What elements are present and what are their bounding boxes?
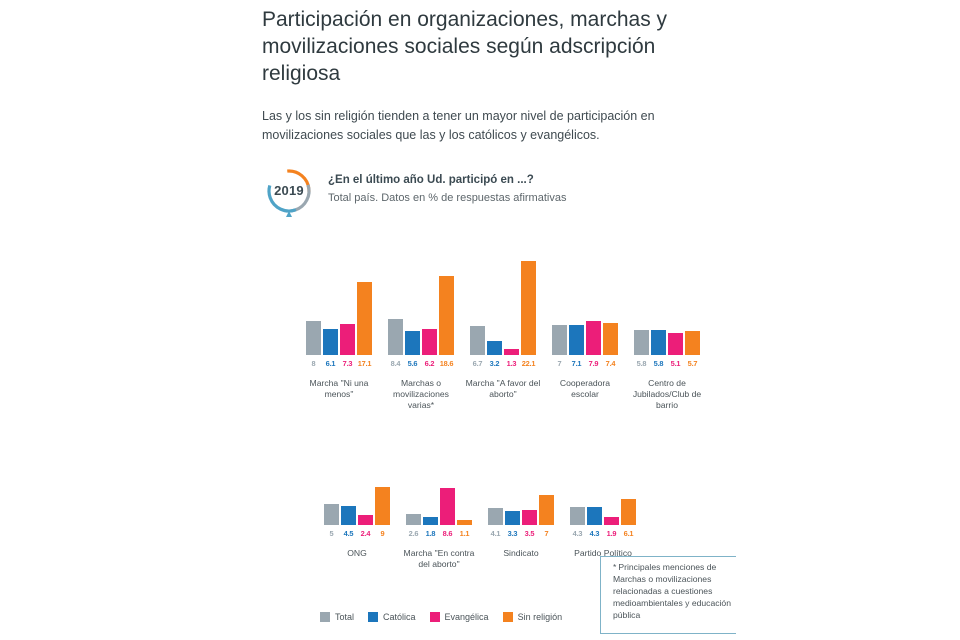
value-evangelica: 2.4 xyxy=(360,529,371,538)
question-sub: Total país. Datos en % de respuestas afirmativas xyxy=(328,192,567,204)
value-catolica: 5.6 xyxy=(407,359,418,368)
bar-catolica xyxy=(651,330,666,355)
value-evangelica: 5.1 xyxy=(670,359,681,368)
bar-evangelica xyxy=(668,333,683,355)
bar-sin-religion xyxy=(603,323,618,355)
value-catolica: 4.3 xyxy=(589,529,600,538)
value-total: 5 xyxy=(329,529,334,538)
bar-total xyxy=(470,326,485,355)
value-sin-religion: 18.6 xyxy=(439,359,454,368)
value-labels xyxy=(552,359,618,368)
bar-catolica xyxy=(505,511,520,525)
bar-group-6 xyxy=(400,425,478,570)
footnote-text: Principales menciones de Marchas o movilizaciones relacionadas a cuestiones medioambientales y educación pública xyxy=(613,562,731,620)
bar-catolica xyxy=(323,329,338,355)
chart-area xyxy=(300,255,760,570)
value-sin-religion: 9 xyxy=(380,529,385,538)
year-label: 2019 xyxy=(274,183,304,198)
value-sin-religion: 7 xyxy=(544,529,549,538)
page-subtitle: Las y los sin religión tienden a tener un mayor nivel de participación en movilizaciones sociales que las y los católicos y evangélicos. xyxy=(262,109,655,142)
legend-swatch-evangelica xyxy=(430,612,440,622)
group-label: Marcha "A favor del aborto" xyxy=(465,378,541,399)
group-label: Sindicato xyxy=(503,548,539,558)
legend-swatch-sin-religion xyxy=(503,612,513,622)
question-block xyxy=(262,165,566,219)
value-catolica: 3.2 xyxy=(489,359,500,368)
value-total: 8.4 xyxy=(390,359,401,368)
bar-evangelica xyxy=(340,324,355,355)
bar-group-4 xyxy=(628,255,706,411)
bars xyxy=(470,255,536,355)
value-sin-religion: 22.1 xyxy=(521,359,536,368)
value-evangelica: 7.9 xyxy=(588,359,599,368)
bar-sin-religion xyxy=(375,487,390,525)
value-evangelica: 8.6 xyxy=(442,529,453,538)
bar-group-7 xyxy=(482,425,560,559)
bar-evangelica xyxy=(504,349,519,355)
bar-catolica xyxy=(405,331,420,355)
value-labels xyxy=(634,359,700,368)
bar-total xyxy=(406,514,421,525)
bar-total xyxy=(634,330,649,355)
bar-group-3 xyxy=(546,255,624,400)
group-label: Marchas o movilizaciones varias* xyxy=(393,378,449,410)
bar-evangelica xyxy=(358,515,373,525)
bars xyxy=(306,255,372,355)
value-total: 7 xyxy=(557,359,562,368)
bar-total xyxy=(552,325,567,355)
legend xyxy=(320,612,562,622)
bar-sin-religion xyxy=(621,499,636,525)
value-catolica: 1.8 xyxy=(425,529,436,538)
bar-evangelica xyxy=(522,510,537,525)
value-labels xyxy=(570,529,636,538)
bar-evangelica xyxy=(440,488,455,525)
value-evangelica: 3.5 xyxy=(524,529,535,538)
bar-catolica xyxy=(587,507,602,525)
value-catolica: 6.1 xyxy=(325,359,336,368)
bar-catolica xyxy=(423,517,438,525)
bar-catolica xyxy=(569,325,584,355)
value-sin-religion: 7.4 xyxy=(605,359,616,368)
bar-group-5 xyxy=(318,425,396,559)
value-labels xyxy=(324,529,390,538)
bars xyxy=(406,425,472,525)
bar-catolica xyxy=(341,506,356,525)
value-labels xyxy=(470,359,536,368)
value-catolica: 5.8 xyxy=(653,359,664,368)
value-labels xyxy=(488,529,554,538)
value-catolica: 4.5 xyxy=(343,529,354,538)
bars xyxy=(634,255,700,355)
bar-total xyxy=(388,319,403,355)
legend-label-catolica: Católica xyxy=(383,612,416,622)
legend-label-evangelica: Evangélica xyxy=(444,612,489,622)
bars xyxy=(570,425,636,525)
footnote xyxy=(600,556,736,634)
value-total: 6.7 xyxy=(472,359,483,368)
bar-total xyxy=(488,508,503,525)
bar-total xyxy=(324,504,339,525)
legend-swatch-catolica xyxy=(368,612,378,622)
bar-sin-religion xyxy=(539,495,554,525)
value-catolica: 3.3 xyxy=(507,529,518,538)
value-labels xyxy=(406,529,472,538)
group-label: ONG xyxy=(347,548,367,558)
header xyxy=(262,6,732,145)
value-evangelica: 7.3 xyxy=(342,359,353,368)
footnote-star: * xyxy=(613,562,617,572)
bar-sin-religion xyxy=(685,331,700,355)
value-total: 2.6 xyxy=(408,529,419,538)
bars xyxy=(552,255,618,355)
value-evangelica: 1.3 xyxy=(506,359,517,368)
bar-group-2 xyxy=(464,255,542,400)
group-label: Marcha "En contra del aborto" xyxy=(403,548,475,569)
value-total: 4.3 xyxy=(572,529,583,538)
bar-group-8 xyxy=(564,425,642,559)
bars xyxy=(388,255,454,355)
value-labels xyxy=(306,359,372,368)
value-total: 8 xyxy=(311,359,316,368)
legend-swatch-total xyxy=(320,612,330,622)
value-sin-religion: 1.1 xyxy=(459,529,470,538)
bar-group-1 xyxy=(382,255,460,411)
bar-total xyxy=(570,507,585,525)
bar-catolica xyxy=(487,341,502,355)
value-evangelica: 1.9 xyxy=(606,529,617,538)
group-label: Cooperadora escolar xyxy=(559,378,611,399)
value-total: 5.8 xyxy=(636,359,647,368)
bar-sin-religion xyxy=(457,520,472,525)
chart-row-2 xyxy=(318,425,760,570)
bars xyxy=(324,425,390,525)
page-title: Participación en organizaciones, marchas y movilizaciones sociales según adscripción religiosa xyxy=(262,8,668,85)
value-total: 4.1 xyxy=(490,529,501,538)
bar-total xyxy=(306,321,321,355)
group-label: Marcha "Ni una menos" xyxy=(309,378,369,399)
value-sin-religion: 17.1 xyxy=(357,359,372,368)
legend-item-sin-religion xyxy=(503,612,563,622)
bar-sin-religion xyxy=(439,276,454,355)
year-badge xyxy=(262,165,316,219)
bar-sin-religion xyxy=(521,261,536,355)
bar-evangelica xyxy=(604,517,619,525)
question-main: ¿En el último año Ud. participó en ...? xyxy=(328,174,534,186)
legend-label-total: Total xyxy=(335,612,355,622)
legend-item-total xyxy=(320,612,354,622)
group-label: Centro de Jubilados/Club de barrio xyxy=(632,378,702,410)
chart-row-1 xyxy=(300,255,760,411)
value-sin-religion: 5.7 xyxy=(687,359,698,368)
value-catolica: 7.1 xyxy=(571,359,582,368)
group-label: Partido Político xyxy=(574,548,632,558)
bar-sin-religion xyxy=(357,282,372,355)
legend-item-catolica xyxy=(368,612,416,622)
value-evangelica: 6.2 xyxy=(424,359,435,368)
value-labels xyxy=(388,359,454,368)
bar-evangelica xyxy=(586,321,601,355)
bar-group-0 xyxy=(300,255,378,400)
bars xyxy=(488,425,554,525)
value-sin-religion: 6.1 xyxy=(623,529,634,538)
legend-item-evangelica xyxy=(430,612,489,622)
legend-label-sin-religion: Sin religión xyxy=(517,612,563,622)
bar-evangelica xyxy=(422,329,437,355)
question-text xyxy=(328,165,566,204)
